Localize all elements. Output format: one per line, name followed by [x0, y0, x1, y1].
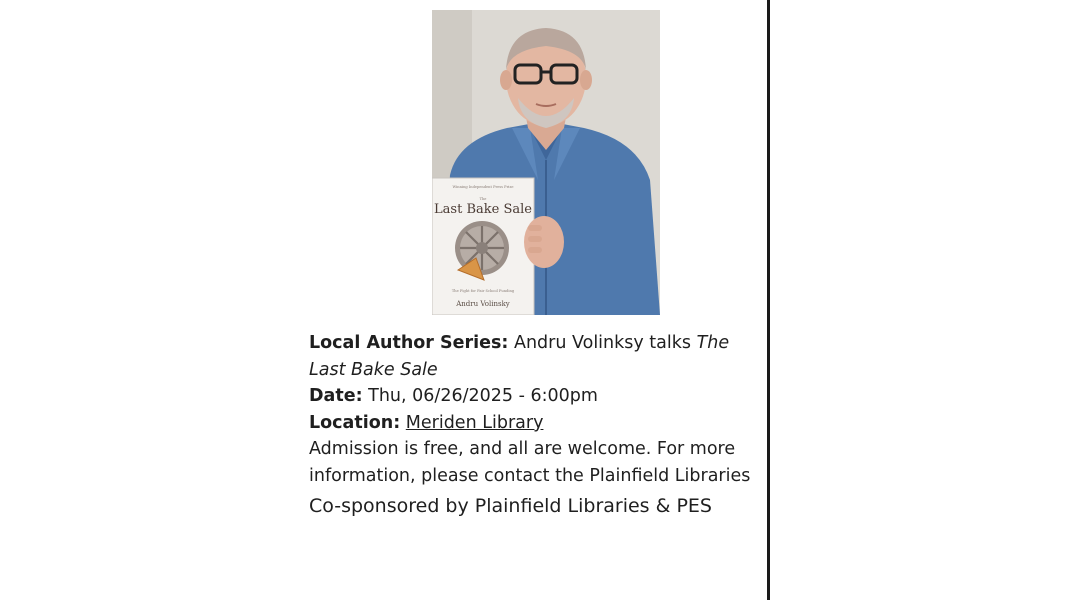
date-label: Date: — [309, 386, 363, 407]
event-date-line — [309, 383, 759, 410]
date-value: Thu, 06/26/2025 - 6:00pm — [368, 386, 598, 407]
event-details — [309, 330, 759, 520]
event-location-line — [309, 410, 759, 437]
right-divider — [767, 0, 770, 600]
location-link[interactable]: Meriden Library — [405, 412, 544, 433]
location-label: Location: — [309, 412, 401, 433]
book-title: Last Bake Sale — [434, 202, 532, 217]
book-title-line1: The — [479, 197, 487, 201]
author-photo — [432, 10, 660, 315]
series-label: Local Author Series: — [309, 333, 509, 353]
book-title-italic: The Last Bake Sale — [309, 333, 730, 380]
book-top-blurb: Winning Independent Press Prize — [452, 185, 514, 189]
book-author: Andru Volinsky — [456, 300, 510, 308]
book-subtitle: The Fight for Fair School Funding — [451, 289, 515, 293]
series-text: Andru Volinksy talks — [513, 333, 697, 353]
sponsor-text: Co-sponsored by Plainfield Libraries & PES — [309, 494, 712, 517]
admission-text: Admission is free, and all are welcome. For more information, please contact the Plainfield Libraries — [309, 439, 751, 486]
event-title-line — [309, 330, 759, 383]
author-photo-illustration — [432, 10, 660, 315]
